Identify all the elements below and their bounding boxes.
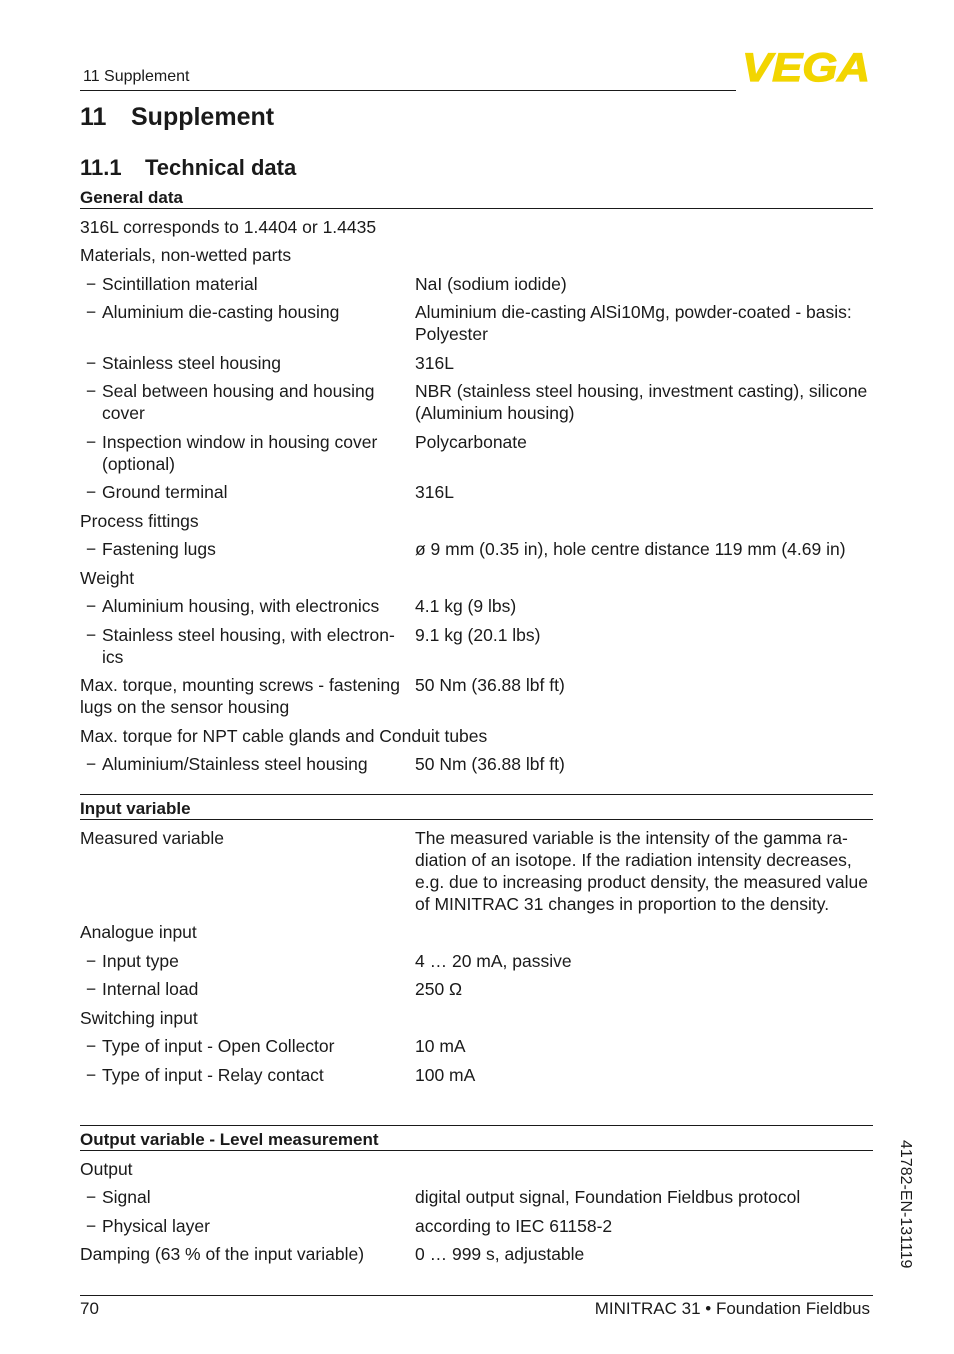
table-title: Output variable - Level measurement bbox=[80, 1130, 379, 1149]
row-label bbox=[80, 380, 415, 424]
row-label-text: Aluminium die-casting housing bbox=[102, 302, 340, 322]
table-row bbox=[80, 921, 873, 943]
list-dash: − bbox=[85, 1215, 97, 1236]
row-label bbox=[80, 1186, 415, 1208]
table-row bbox=[80, 1064, 873, 1086]
table-row bbox=[80, 244, 873, 266]
list-dash: − bbox=[85, 302, 97, 322]
row-value: 316L bbox=[415, 482, 454, 502]
row-label bbox=[80, 1035, 415, 1057]
row-label bbox=[80, 624, 415, 668]
list-dash: − bbox=[85, 431, 97, 452]
list-dash: − bbox=[85, 482, 97, 502]
row-label: Measured variable bbox=[80, 827, 224, 848]
list-dash: − bbox=[85, 754, 97, 774]
table-row bbox=[80, 978, 873, 1000]
vega-logo-graphic bbox=[742, 50, 872, 84]
table-title-rule bbox=[80, 819, 873, 820]
row-value: 9.1 kg (20.1 lbs) bbox=[415, 624, 541, 645]
row-value: 50 Nm (36.88 lbf ft) bbox=[415, 675, 565, 695]
table-row bbox=[80, 725, 873, 747]
row-value: digital output signal, Foundation Fieldbus protocol bbox=[415, 1187, 801, 1207]
row-label-text: Signal bbox=[102, 1187, 151, 1207]
list-dash: − bbox=[85, 596, 97, 616]
table-row bbox=[80, 1007, 873, 1029]
row-label-text: Physical layer bbox=[102, 1215, 210, 1236]
table-row bbox=[80, 624, 873, 668]
row-label-text: Stainless steel housing bbox=[102, 352, 281, 373]
table-row bbox=[80, 481, 873, 503]
list-dash: − bbox=[85, 381, 97, 401]
row-label: Damping (63 % of the input variable) bbox=[80, 1244, 365, 1264]
table-row bbox=[80, 827, 873, 915]
table-row bbox=[80, 1215, 873, 1237]
row-label: Analogue input bbox=[80, 922, 197, 942]
header-rule bbox=[80, 90, 736, 91]
list-dash: − bbox=[85, 1064, 97, 1085]
row-label bbox=[80, 1215, 415, 1237]
row-label bbox=[80, 431, 415, 475]
list-dash: − bbox=[85, 539, 97, 559]
row-label: 316L corresponds to 1.4404 or 1.4435 bbox=[80, 216, 377, 237]
row-value: Polycarbonate bbox=[415, 431, 527, 452]
row-label-text: Type of input - Relay contact bbox=[102, 1064, 324, 1085]
section-heading bbox=[80, 155, 296, 181]
table-title: Input variable bbox=[80, 799, 191, 818]
row-value: 316L bbox=[415, 352, 454, 373]
row-label bbox=[80, 753, 415, 775]
table-row bbox=[80, 1186, 873, 1208]
row-label: Max. torque for NPT cable glands and Conduit tubes bbox=[80, 725, 488, 746]
list-dash: − bbox=[85, 273, 97, 294]
row-value: 4.1 kg (9 lbs) bbox=[415, 596, 517, 616]
row-label bbox=[80, 1064, 415, 1086]
row-label bbox=[80, 595, 415, 617]
row-value: NaI (sodium iodide) bbox=[415, 273, 567, 294]
list-dash: − bbox=[85, 979, 97, 999]
chapter-heading bbox=[80, 103, 274, 132]
table-row bbox=[80, 595, 873, 617]
table-row bbox=[80, 216, 873, 238]
row-label bbox=[80, 481, 415, 503]
row-label-text: Internal load bbox=[102, 979, 199, 999]
row-value: ø 9 mm (0.35 in), hole centre distance 119 mm (4.69 in) bbox=[415, 539, 846, 559]
row-label bbox=[80, 978, 415, 1000]
row-value: 10 mA bbox=[415, 1036, 466, 1056]
row-value: 250 Ω bbox=[415, 979, 463, 999]
row-label: Max. torque, mounting screws - fastening lugs on the sensor housing bbox=[80, 675, 401, 717]
row-label-text: Scintillation material bbox=[102, 273, 258, 294]
list-dash: − bbox=[85, 950, 97, 971]
chapter-title: Supplement bbox=[131, 103, 275, 131]
row-label bbox=[80, 273, 415, 295]
table-rows bbox=[80, 1158, 873, 1266]
row-value: 100 mA bbox=[415, 1064, 476, 1085]
row-label-text: Input type bbox=[102, 950, 179, 971]
row-value: 4 … 20 mA, passive bbox=[415, 950, 572, 971]
table-row bbox=[80, 273, 873, 295]
row-label: Switching input bbox=[80, 1007, 198, 1028]
list-dash: − bbox=[85, 352, 97, 373]
row-label bbox=[80, 950, 415, 972]
table-row bbox=[80, 674, 873, 718]
output-variable-table bbox=[80, 1125, 873, 1265]
page-number: 70 bbox=[80, 1299, 99, 1318]
table-row bbox=[80, 950, 873, 972]
table-row bbox=[80, 1158, 873, 1180]
chapter-number: 11 bbox=[80, 103, 107, 131]
row-label-text: Aluminium housing, with electronics bbox=[102, 596, 380, 616]
row-label bbox=[80, 538, 415, 560]
row-label: Materials, non-wetted parts bbox=[80, 245, 292, 265]
row-label-text: Seal between housing and housing cover bbox=[102, 381, 375, 423]
document-title: MINITRAC 31 • Foundation Fieldbus bbox=[594, 1299, 870, 1318]
row-label bbox=[80, 301, 415, 345]
row-value: NBR (stainless steel housing, investment casting), silicone (Aluminium housing) bbox=[415, 381, 868, 423]
table-row bbox=[80, 567, 873, 589]
row-label-text: Type of input - Open Collector bbox=[102, 1036, 335, 1056]
footer-rule bbox=[80, 1295, 873, 1296]
svg-text:VEGA: VEGA bbox=[742, 50, 870, 84]
table-row bbox=[80, 753, 873, 775]
document-code: 41782-EN-131119 bbox=[897, 1140, 914, 1269]
table-top-rule bbox=[80, 1125, 873, 1126]
table-row bbox=[80, 510, 873, 532]
table-row bbox=[80, 538, 873, 560]
row-label-text: Ground terminal bbox=[102, 482, 228, 502]
table-row bbox=[80, 352, 873, 374]
list-dash: − bbox=[85, 624, 97, 645]
row-label-text: Aluminium/Stainless steel housing bbox=[102, 754, 368, 774]
table-row bbox=[80, 301, 873, 345]
row-value: Aluminium die-casting AlSi10Mg, powder-coated - basis: Polyester bbox=[415, 302, 852, 344]
table-title: General data bbox=[80, 188, 183, 207]
list-dash: − bbox=[85, 1036, 97, 1056]
row-value: 50 Nm (36.88 lbf ft) bbox=[415, 754, 565, 774]
row-label: Weight bbox=[80, 567, 135, 588]
table-top-rule bbox=[80, 794, 873, 795]
row-label: Process fittings bbox=[80, 510, 199, 531]
row-value: according to IEC 61158-2 bbox=[415, 1215, 613, 1236]
list-dash: − bbox=[85, 1187, 97, 1207]
table-title-rule bbox=[80, 208, 873, 209]
table-rows bbox=[80, 827, 873, 1086]
input-variable-table bbox=[80, 794, 873, 1086]
table-row bbox=[80, 1035, 873, 1057]
section-title: Technical data bbox=[145, 155, 297, 180]
row-label bbox=[80, 352, 415, 374]
running-header: 11 Supplement bbox=[83, 68, 190, 85]
row-label-text: Fastening lugs bbox=[102, 539, 216, 559]
table-row bbox=[80, 1243, 873, 1265]
row-value: 0 … 999 s, adjustable bbox=[415, 1244, 585, 1264]
table-row bbox=[80, 380, 873, 424]
general-data-table bbox=[80, 188, 873, 775]
row-value: The measured variable is the intensity of the gamma ra-diation of an isotope. If the radiation intensity decreases, e.g. due to increasing product density, the measured value of MINITRAC 31 changes in proportion to the density. bbox=[415, 827, 869, 914]
table-rows bbox=[80, 216, 873, 776]
table-row bbox=[80, 431, 873, 475]
row-label-text: Inspection window in housing cover (optional) bbox=[102, 431, 378, 474]
table-title-rule bbox=[80, 1150, 873, 1151]
row-label: Output bbox=[80, 1158, 133, 1179]
row-label-text: Stainless steel housing, with electron-ics bbox=[102, 624, 395, 667]
section-number: 11.1 bbox=[80, 155, 122, 180]
vega-logo bbox=[742, 50, 872, 84]
